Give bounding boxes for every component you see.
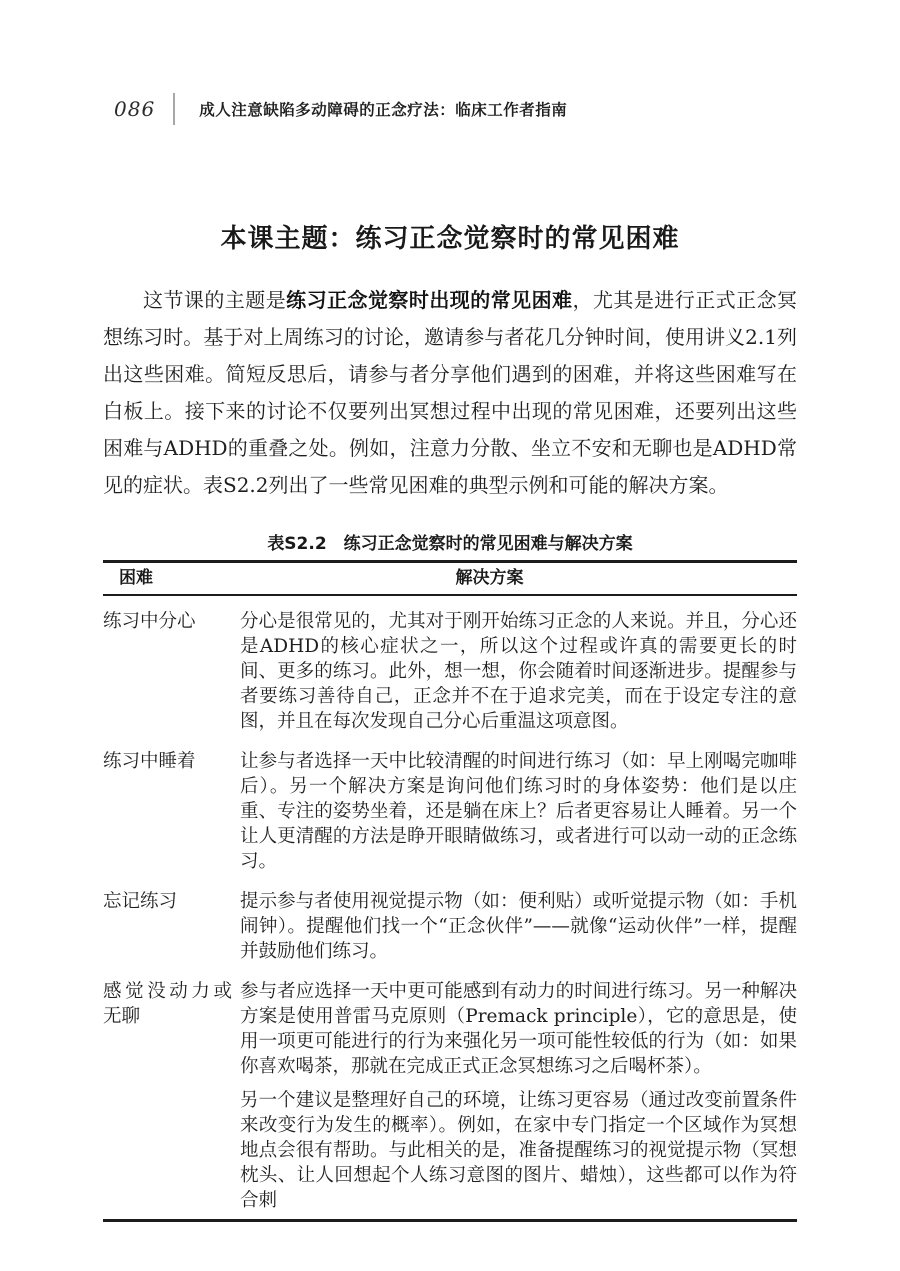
column-header-difficulty: 困难 <box>119 568 153 588</box>
solution-paragraph: 另一个建议是整理好自己的环境，让练习更容易（通过改变前置条件来改变行为发生的概率）。例如，在家中专门指定一个区域作为冥想地点会很有帮助。与此相关的是，准备提醒练习的视觉提示物（冥想枕头、让人回想起个人练习意图的图片、蜡烛），这些都可以作为符合刺 <box>240 1090 797 1211</box>
difficulty-cell: 忘记练习 <box>103 891 178 912</box>
table-body <box>103 596 797 1219</box>
page-header <box>114 92 567 126</box>
intro-text-post: ，尤其是进行正式正念冥想练习时。基于对上周练习的讨论，邀请参与者花几分钟时间，使用讲义2.1列出这些困难。简短反思后，请参与者分享他们遇到的困难，并将这些困难写在白板上。接下来的讨论不仅要列出冥想过程中出现的常见困难，还要列出这些困难与ADHD的重叠之处。例如，注意力分散、坐立不安和无聊也是ADHD常见的症状。表S2.2列出了一些常见困难的典型示例和可能的解决方案。 <box>103 288 798 497</box>
difficulty-cell: 练习中睡着 <box>103 751 196 772</box>
solution-paragraph: 让参与者选择一天中比较清醒的时间进行练习（如：早上刚喝完咖啡后）。另一个解决方案是询问他们练习时的身体姿势：他们是以庄重、专注的姿势坐着，还是躺在床上？后者更容易让人睡着。另一个让人更清醒的方法是睁开眼睛做练习，或者进行可以动一动的正念练习。 <box>240 751 797 872</box>
intro-text-pre: 这节课的主题是 <box>143 288 287 312</box>
solution-paragraph: 参与者应选择一天中更可能感到有动力的时间进行练习。另一种解决方案是使用普雷马克原则（Premack principle），它的意思是，使用一项更可能进行的行为来强化另一项可能性较低的行为（如：如果你喜欢喝茶，那就在完成正式正念冥想练习之后喝杯茶）。 <box>240 981 797 1077</box>
table-row <box>103 734 797 874</box>
table-header-row <box>103 563 797 596</box>
table-row <box>103 874 797 964</box>
running-title: 成人注意缺陷多动障碍的正念疗法：临床工作者指南 <box>199 101 568 119</box>
solution-cell <box>240 979 797 1213</box>
table-caption: 表S2.2 练习正念觉察时的常见困难与解决方案 <box>267 534 633 554</box>
page-number: 086 <box>114 97 156 121</box>
intro-text-bold: 练习正念觉察时出现的常见困难 <box>286 288 573 312</box>
solution-cell <box>240 889 797 964</box>
solution-cell <box>240 749 797 874</box>
solution-paragraph: 分心是很常见的，尤其对于刚开始练习正念的人来说。并且，分心还是ADHD的核心症状之一，所以这个过程或许真的需要更长的时间、更多的练习。此外，想一想，你会随着时间逐渐进步。提醒参与者要练习善待自己，正念并不在于追求完美，而在于设定专注的意图，并且在每次发现自己分心后重温这项意图。 <box>240 611 797 732</box>
intro-paragraph <box>103 282 797 504</box>
section-title: 本课主题：练习正念觉察时的常见困难 <box>220 224 680 254</box>
difficulty-cell: 感觉没动力或无聊 <box>103 981 232 1027</box>
difficulty-cell: 练习中分心 <box>103 611 196 632</box>
solution-cell <box>240 609 797 734</box>
table-row <box>103 596 797 734</box>
difficulties-table <box>103 560 797 1222</box>
table-row <box>103 964 797 1213</box>
solution-paragraph: 提示参与者使用视觉提示物（如：便利贴）或听觉提示物（如：手机闹钟）。提醒他们找一个“正念伙伴”——就像“运动伙伴”一样，提醒并鼓励他们练习。 <box>240 891 797 962</box>
header-divider <box>173 93 175 125</box>
column-header-solution: 解决方案 <box>455 568 524 588</box>
